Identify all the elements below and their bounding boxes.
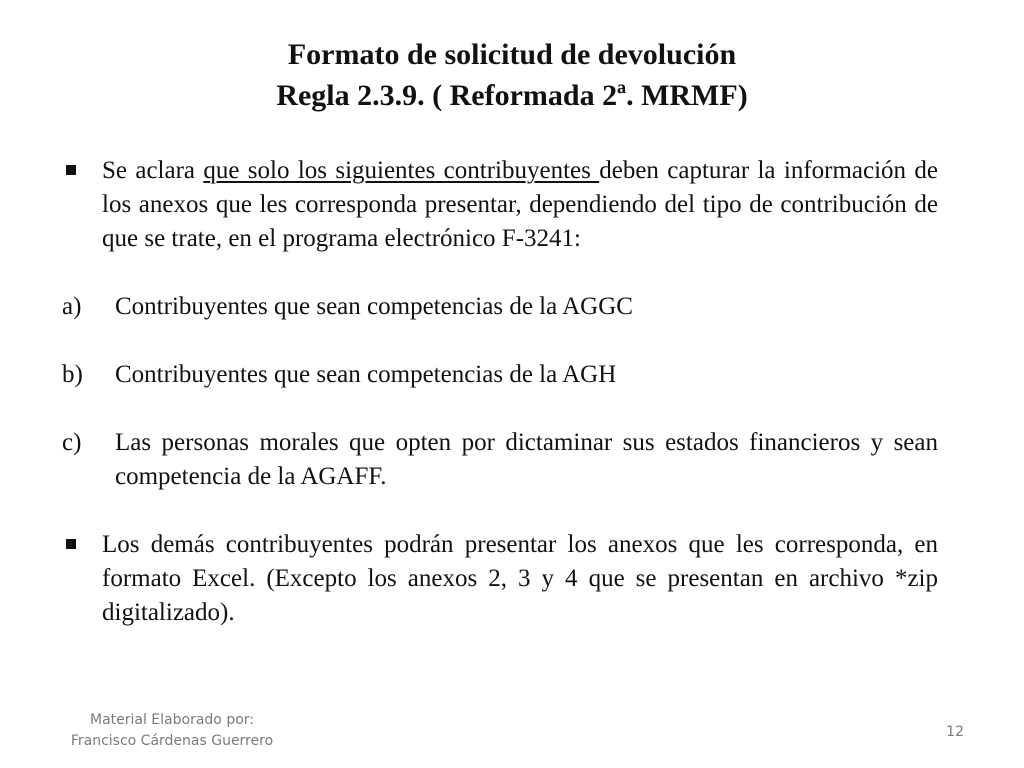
list-letter-c: c) (62, 429, 82, 456)
slide-body (62, 154, 938, 630)
footer-author-line-2: Francisco Cárdenas Guerrero (70, 733, 274, 749)
list-item-c (62, 426, 938, 494)
bullet-paragraph-1 (62, 154, 938, 256)
spacer (62, 256, 938, 290)
list-item-c-text: Las personas morales que opten por dictaminar sus estados financieros y sean competencia de la AGAFF. (115, 429, 938, 490)
square-bullet-icon (66, 539, 76, 549)
list-letter-b: b) (62, 361, 83, 388)
bullet-1-text-after: deben capturar la información de los anexos que les corresponda presentar, dependiendo del tipo de contribución de que se trate, en el programa electrónico F-3241: (102, 157, 939, 252)
spacer (62, 324, 938, 358)
spacer (62, 392, 938, 426)
bullet-1-underlined-text: que solo los siguientes contribuyentes (203, 157, 600, 184)
footer-author (62, 710, 282, 752)
list-item-b (62, 358, 938, 392)
spacer (62, 494, 938, 528)
title-line-2: Regla 2.3.9. ( Reformada 2ª. MRMF) (276, 79, 748, 112)
title-line-1: Formato de solicitud de devolución (287, 38, 737, 71)
slide-title (0, 34, 1024, 116)
list-letter-a: a) (62, 293, 82, 320)
slide-number: 12 (946, 724, 964, 740)
footer-author-line-1: Material Elaborado por: (89, 712, 254, 728)
bullet-1-text-before: Se aclara (102, 157, 204, 184)
square-bullet-icon (66, 165, 76, 175)
list-item-a (62, 290, 938, 324)
bullet-paragraph-2 (62, 528, 938, 630)
list-item-a-text: Contribuyentes que sean competencias de la AGGC (115, 293, 633, 320)
list-item-b-text: Contribuyentes que sean competencias de la AGH (115, 361, 617, 388)
bullet-2-text: Los demás contribuyentes podrán presentar los anexos que les corresponda, en formato Excel. (Excepto los anexos 2, 3 y 4 que se presentan en archivo *zip digitalizado). (102, 531, 938, 626)
